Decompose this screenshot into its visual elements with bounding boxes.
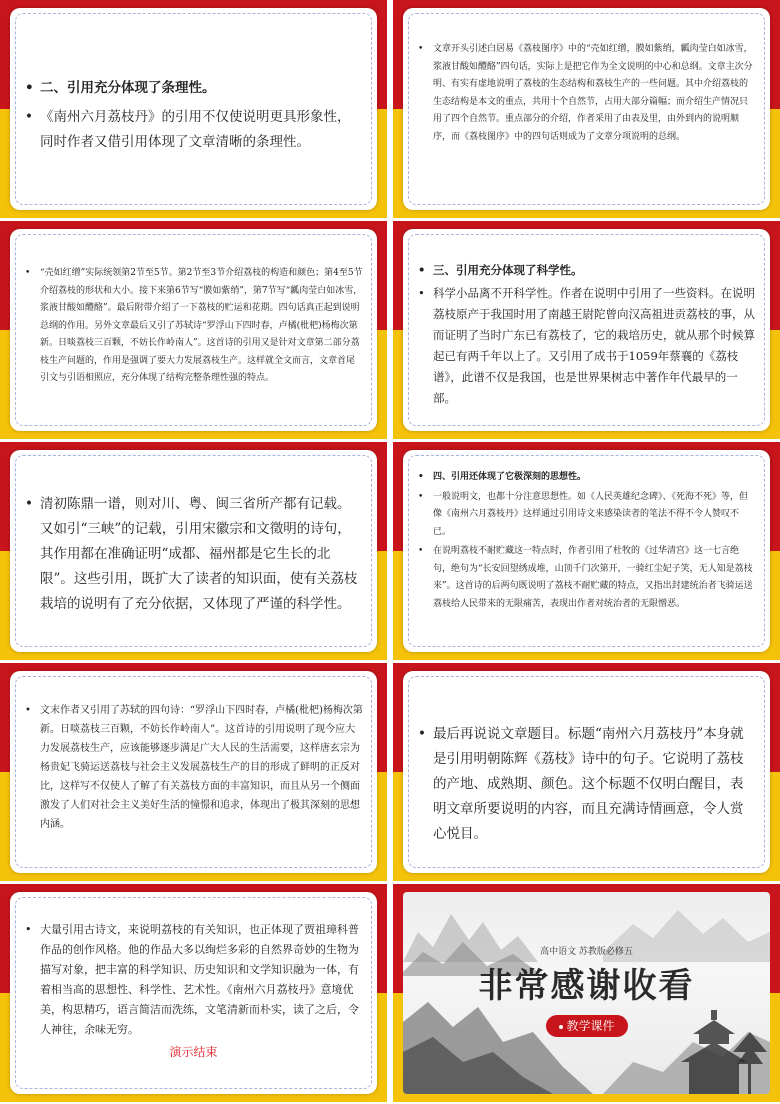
slide-heading: • 四、引用还体现了它极深刻的思想性。 xyxy=(417,469,756,487)
slide-content xyxy=(24,492,363,617)
slide-heading: • 三、引用充分体现了科学性。 xyxy=(417,260,756,281)
slide-text: • 文末作者又引用了苏轼的四句诗：“罗浮山下四时春，卢橘(枇杷)杨梅次第新。日啖荔枝三百颗，不妨长作岭南人”。这首诗的引用说明了现今应大力发展荔枝生产，应该能够逐步满足广大人民的生活需要，这样唐玄宗为杨贵妃飞骑运送荔枝与社会主义发展荔枝生产的目的形成了鲜明的正反对比，这样写不仅使人了解了有关荔枝方面的丰富知识，而且从另一个侧面激发了人们对社会主义美好生活的憧憬和追求，体现出了极其深刻的思想内涵。 xyxy=(24,701,363,834)
slide-3[interactable] xyxy=(0,221,387,439)
presentation-end-label: 演示结束 xyxy=(169,1045,218,1059)
slide-card xyxy=(10,671,377,873)
slide-7[interactable] xyxy=(0,663,387,881)
slide-8[interactable] xyxy=(393,663,780,881)
slide-6[interactable] xyxy=(393,442,780,660)
slide-heading: • 二、引用充分体现了条理性。 xyxy=(24,76,363,101)
thanks-slide xyxy=(393,884,780,1102)
slide-content xyxy=(24,701,363,834)
slide-card xyxy=(10,892,377,1094)
thanks-title: 非常感谢收看 xyxy=(478,966,695,1006)
slide-card xyxy=(403,671,770,873)
slide-text: • 清初陈鼎一谱，则对川、粤、闽三省所产都有记载。又如引“三峡”的记载，引用宋徽宗和文徵明的诗句，其作用都在准确证明“成都、福州都是它生长的北限”。这些引用，既扩大了读者的知识面，使有关荔枝栽培的说明有了充分依据，又体现了严谨的科学性。 xyxy=(24,492,363,617)
slide-text: • 大量引用古诗文，来说明荔枝的有关知识，也正体现了贾祖璋科普作品的创作风格。他的作品大多以绚烂多彩的自然界奇妙的生物为描写对象，把丰富的科学知识、历史知识和文学知识融为一体，有着相当高的思想性、科学性、艺术性。《南州六月荔枝丹》意境优美，构思精巧，语言简洁而洗练，文笔清新而朴实，读了之后，令人神往，余味无穷。 xyxy=(24,920,363,1040)
slide-content xyxy=(417,722,756,847)
slide-card xyxy=(10,450,377,652)
badge-label: 教学课件 xyxy=(566,1019,615,1033)
slide-card xyxy=(10,229,377,431)
slide-card xyxy=(10,8,377,210)
slide-content xyxy=(24,76,363,155)
slide-5[interactable] xyxy=(0,442,387,660)
slide-content xyxy=(417,41,756,146)
slide-content xyxy=(417,260,756,409)
slide-1[interactable] xyxy=(0,0,387,218)
course-subtitle: 高中语文 苏教版必修五 xyxy=(540,947,633,957)
slide-content xyxy=(24,920,363,1062)
courseware-badge xyxy=(546,1015,628,1037)
slide-10[interactable] xyxy=(393,884,780,1102)
slide-text: • 《南州六月荔枝丹》的引用不仅使说明更具形象性，同时作者又借引用体现了文章清晰的条理性。 xyxy=(24,105,363,155)
slide-paragraph-1: • 一般说明文，也都十分注意思想性。如《人民英雄纪念碑》、《死海不死》等，但像《南州六月荔枝丹》这样通过引用诗文来感染读者的笔法不得不令人赞叹不已。 xyxy=(417,489,756,542)
slide-2[interactable] xyxy=(393,0,780,218)
slide-4[interactable] xyxy=(393,221,780,439)
slide-text: • 科学小品离不开科学性。作者在说明中引用了一些资料。在说明荔枝原产于我国时用了南越王尉陀曾向汉高祖进贡荔枝的事，从而证明了当时广东已有荔枝了，它的栽培历史，就从那个时候算起已有两千年以上了。又引用了成书于1059年蔡襄的《荔枝谱》，此谱不仅是我国，也是世界果树志中著作年代最早的一部。 xyxy=(417,283,756,409)
slide-card xyxy=(403,8,770,210)
slide-content xyxy=(417,469,756,613)
slide-text: • “壳如红缯”实际统领第2节至5节。第2节至3节介绍荔枝的构造和颜色；第4至5节介绍荔枝的形状和大小。接下来第6节写“膜如紫绡”，第7节写“瓤肉莹白如冰雪，浆液甘酸如醴酪”。最后附带介绍了一下荔枝的贮运和花期。四句话真正起到说明总纲的作用。另外文章最后又引了苏轼诗“罗浮山下四时春，卢橘(枇杷)杨梅次第新。日啖荔枝三百颗，不妨长作岭南人”。这首诗的引用又是针对文章第二部分荔枝生产问题的，作用是强调了要大力发展荔枝生产。这样就全文而言，文章首尾引文与引语相照应，充分体现了结构完整条理性强的特点。 xyxy=(24,265,363,388)
slide-text: • 最后再说说文章题目。标题“南州六月荔枝丹”本身就是引用明朝陈辉《荔枝》诗中的句子。它说明了荔枝的产地、成熟期、颜色。这个标题不仅明白醒目，表明文章所要说明的内容，而且充满诗情画意，令人赏心悦目。 xyxy=(417,722,756,847)
slide-content xyxy=(24,265,363,388)
slide-text: • 文章开头引述白居易《荔枝图序》中的“壳如红缯，膜如紫绡，瓤肉莹白如冰雪，浆液甘酸如醴酪”四句话，实际上是把它作为全文说明的中心和总纲。文章主次分明、有实有虚地说明了荔枝的生态结构和荔枝生产的一些问题。其中介绍荔枝的生态结构是本文的重点，共用十个自然节，占用大部分篇幅；而介绍生产情况只用了四个自然节。重点部分的介绍，作者采用了由表及里，由外到内的说明顺序，而《荔枝图序》中的四句话则成为了文章分项说明的总纲。 xyxy=(417,41,756,146)
badge-dot-icon xyxy=(559,1025,563,1029)
slide-card xyxy=(403,229,770,431)
slide-9[interactable] xyxy=(0,884,387,1102)
slide-card xyxy=(403,450,770,652)
slide-paragraph-2: • 在说明荔枝不耐贮藏这一特点时，作者引用了杜牧的《过华清宫》这一七言绝句，绝句为“长安回望绣成堆，山顶千门次第开，一骑红尘妃子笑，无人知是荔枝来”。这首诗的后两句既说明了荔枝不耐贮藏的特点，又指出封建统治者飞骑运送荔枝给人民带来的无限痛苦，表现出作者对统治者的无限憎恶。 xyxy=(417,543,756,613)
